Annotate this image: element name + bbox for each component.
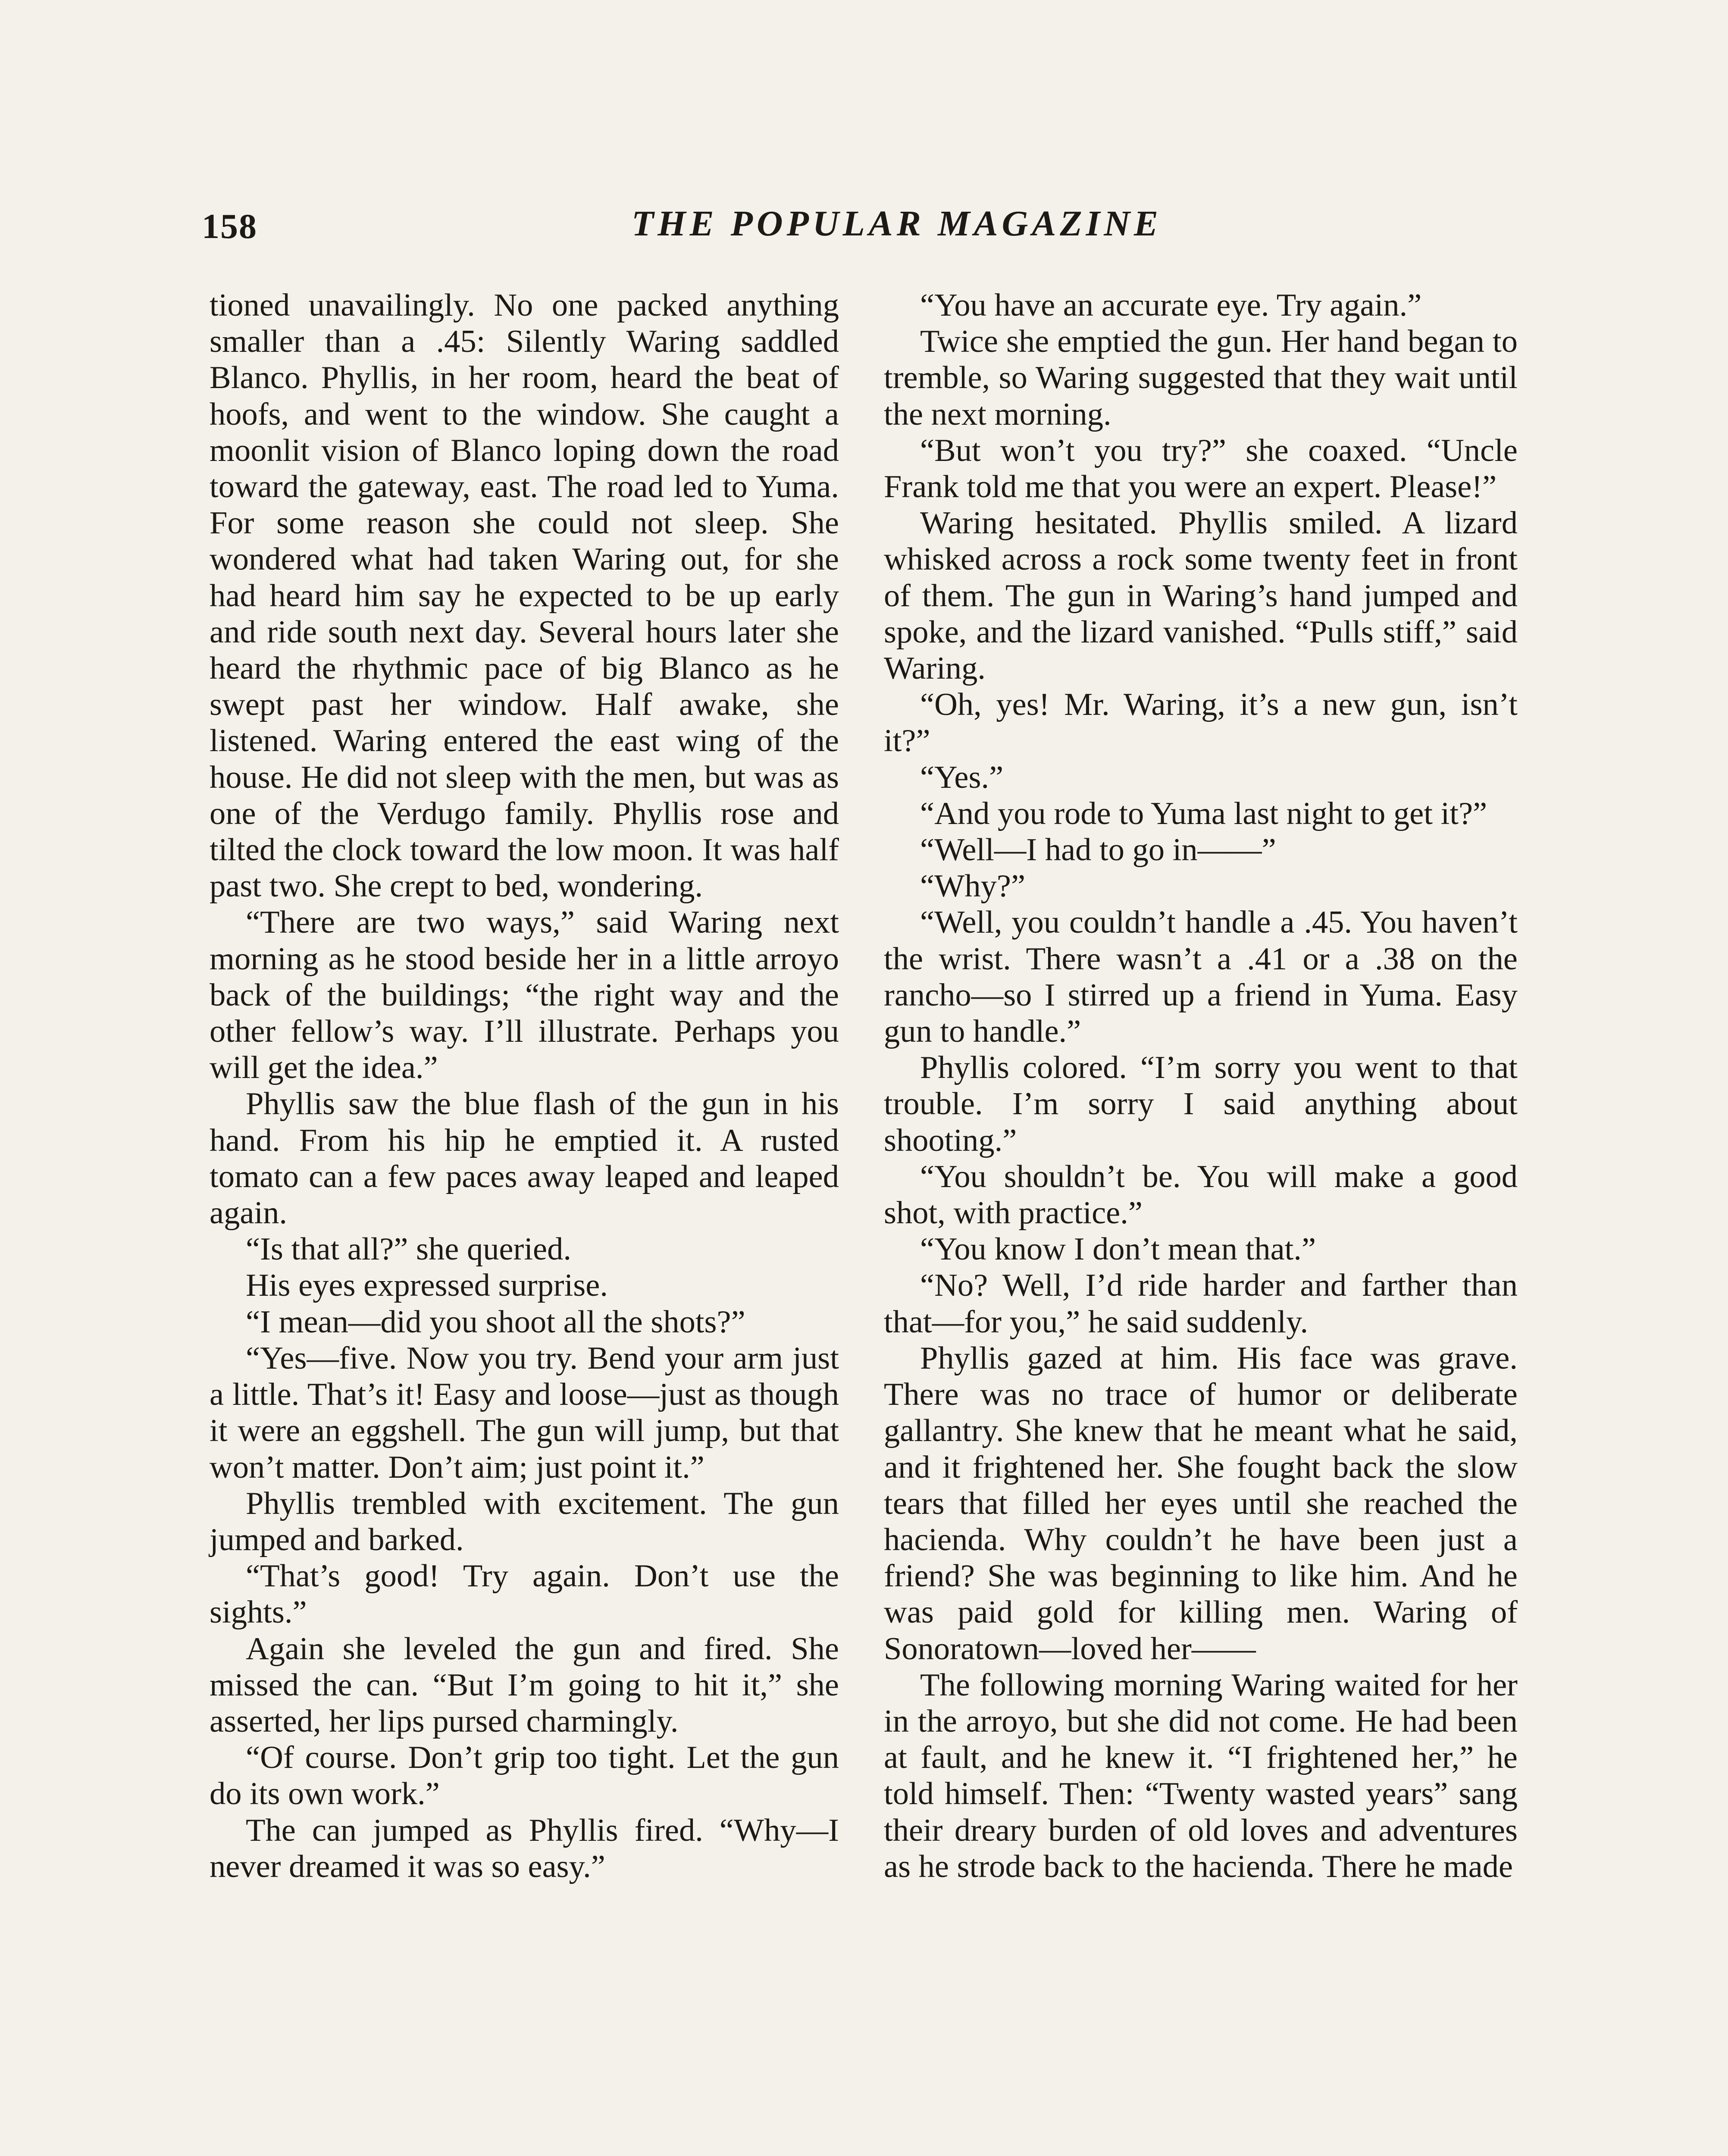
paragraph: “That’s good! Try again. Don’t use the sights.”	[210, 1558, 839, 1630]
paragraph: tioned unavailingly. No one packed anything smaller than a .45: Silently Waring saddled Blanco. Phyllis, in her room, heard the beat of hoofs, and went to the window. She caught a moonlit vision of Blanco loping down the road toward the gateway, east. The road led to Yuma. For some reason she could not sleep. She wondered what had taken Waring out, for she had heard him say he expected to be up early and ride south next day. Several hours later she heard the rhythmic pace of big Blanco as he swept past her window. Half awake, she listened. Waring entered the east wing of the house. He did not sleep with the men, but was as one of the Verdugo family. Phyllis rose and tilted the clock toward the low moon. It was half past two. She crept to bed, wondering.	[210, 288, 839, 904]
paragraph: “Of course. Don’t grip too tight. Let the gun do its own work.”	[210, 1740, 839, 1812]
paragraph: “Why?”	[920, 868, 1026, 904]
paragraph: “Is that all?” she queried.	[246, 1232, 572, 1267]
paragraph: Twice she emptied the gun. Her hand began to tremble, so Waring suggested that they wait until the next morning.	[884, 324, 1518, 432]
paragraph: Again she leveled the gun and fired. She missed the can. “But I’m going to hit it,” she asserted, her lips pursed charmingly.	[210, 1631, 839, 1739]
paragraph: “You know I don’t mean that.”	[920, 1232, 1316, 1267]
paragraph: “You have an accurate eye. Try again.”	[920, 288, 1422, 323]
paragraph: “But won’t you try?” she coaxed. “Uncle Frank told me that you were an expert. Please!”	[884, 432, 1518, 505]
paragraph: “I mean—did you shoot all the shots?”	[246, 1304, 745, 1340]
paragraph: “Yes.”	[920, 759, 1004, 795]
paragraph: “There are two ways,” said Waring next morning as he stood beside her in a little arroyo back of the buildings; “the right way and the other fellow’s way. I’ll illustrate. Perhaps you will get the idea.”	[210, 905, 839, 1086]
running-head: THE POPULAR MAGAZINE	[631, 204, 1162, 244]
paragraph: “Oh, yes! Mr. Waring, it’s a new gun, isn’t it?”	[884, 687, 1518, 759]
paragraph: Phyllis colored. “I’m sorry you went to that trouble. I’m sorry I said anything about shooting.”	[884, 1050, 1518, 1158]
paragraph: “You shouldn’t be. You will make a good shot, with practice.”	[884, 1159, 1518, 1231]
paragraph: “Well, you couldn’t handle a .45. You haven’t the wrist. There wasn’t a .41 or a .38 on the rancho—so I stirred up a friend in Yuma. Easy gun to handle.”	[884, 905, 1518, 1050]
paragraph: The can jumped as Phyllis fired. “Why—I never dreamed it was so easy.”	[210, 1812, 839, 1884]
paragraph: Phyllis gazed at him. His face was grave. There was no trace of humor or deliberate gallantry. She knew that he meant what he said, and it frightened her. She fought back the slow tears that filled her eyes until she reached the hacienda. Why couldn’t he have been just a friend? She was beginning to like him. And he was paid gold for killing men. Waring of Sonoratown—loved her——	[884, 1340, 1518, 1667]
right-column	[884, 287, 1518, 1885]
page-number: 158	[202, 207, 257, 246]
paragraph: The following morning Waring waited for her in the arroyo, but she did not come. He had been at fault, and he knew it. “I frightened her,” he told himself. Then: “Twenty wasted years” sang their dreary burden of old loves and adventures as he strode back to the hacienda. There he made	[884, 1667, 1518, 1884]
left-column	[210, 287, 839, 1885]
paragraph: Phyllis trembled with excitement. The gun jumped and barked.	[210, 1485, 839, 1557]
paragraph: “And you rode to Yuma last night to get it?”	[920, 796, 1487, 831]
paragraph: His eyes expressed surprise.	[246, 1268, 608, 1304]
paragraph: “Well—I had to go in——”	[920, 832, 1276, 868]
paragraph: Waring hesitated. Phyllis smiled. A lizard whisked across a rock some twenty feet in front of them. The gun in Waring’s hand jumped and spoke, and the lizard vanished. “Pulls stiff,” said Waring.	[884, 505, 1518, 686]
paragraph: “No? Well, I’d ride harder and farther than that—for you,” he said suddenly.	[884, 1268, 1518, 1340]
paragraph: Phyllis saw the blue flash of the gun in his hand. From his hip he emptied it. A rusted tomato can a few paces away leaped and leaped again.	[210, 1086, 839, 1231]
paragraph: “Yes—five. Now you try. Bend your arm just a little. That’s it! Easy and loose—just as though it were an eggshell. The gun will jump, but that won’t matter. Don’t aim; just point it.”	[210, 1340, 839, 1485]
